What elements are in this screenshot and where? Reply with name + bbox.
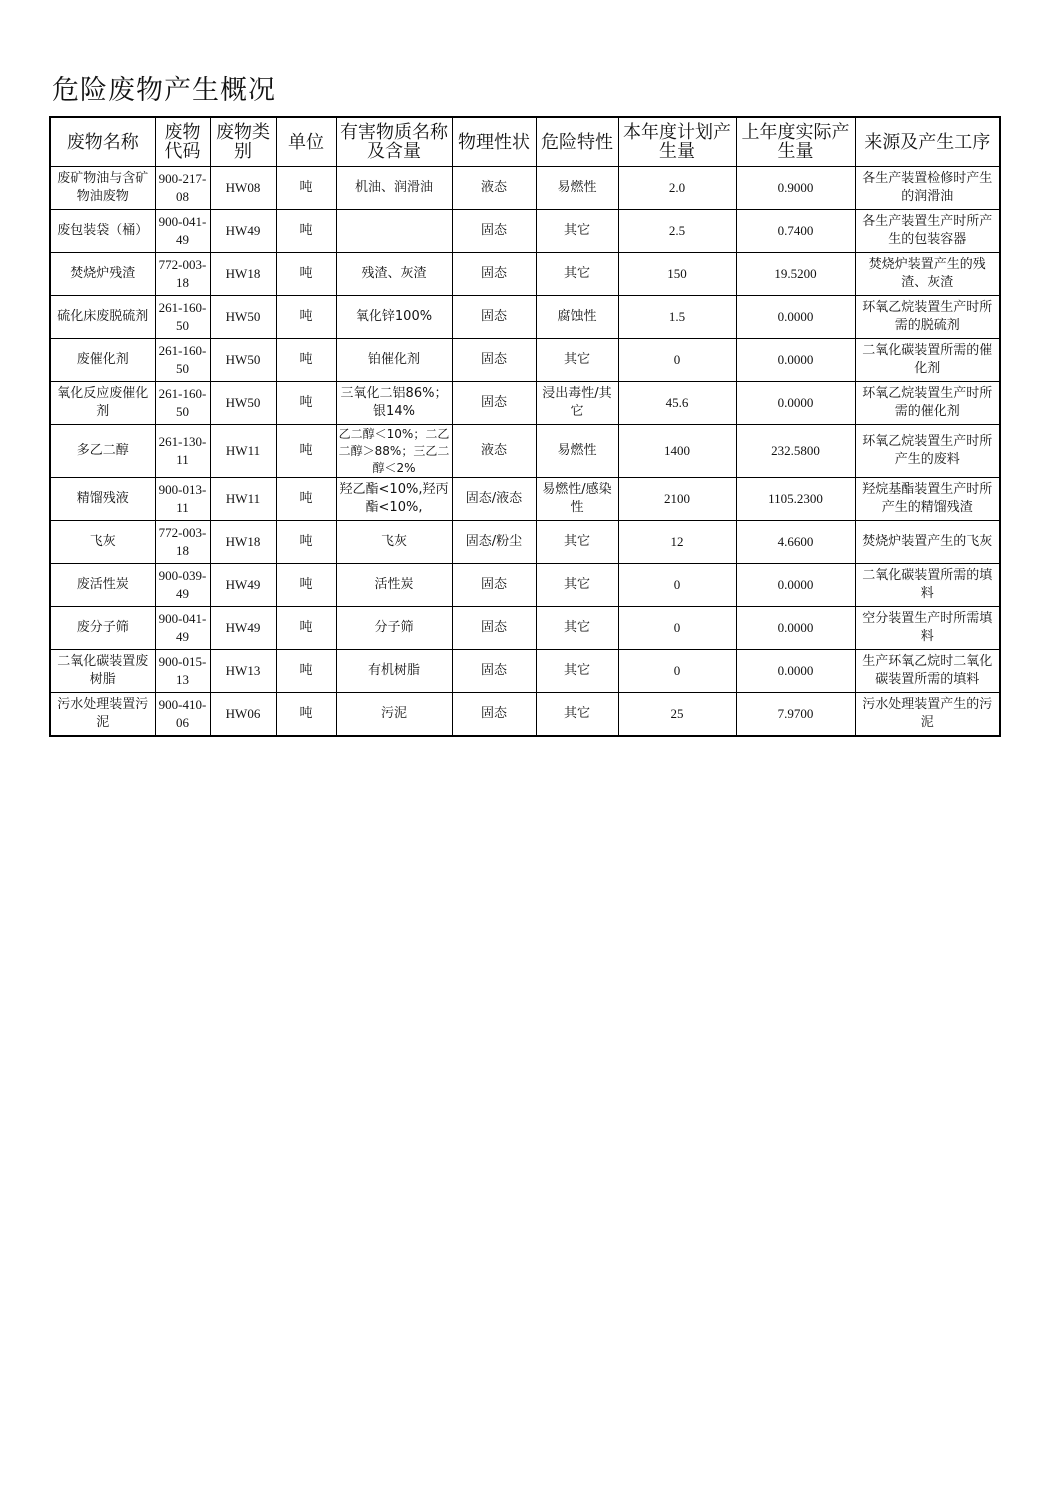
table-cell: 25 bbox=[618, 693, 736, 737]
table-cell: 0 bbox=[618, 339, 736, 382]
table-cell: 772-003-18 bbox=[155, 521, 210, 564]
table-cell: 吨 bbox=[276, 253, 336, 296]
table-cell: 吨 bbox=[276, 339, 336, 382]
table-cell: 0.0000 bbox=[736, 382, 855, 425]
table-cell: 1.5 bbox=[618, 296, 736, 339]
table-cell: HW49 bbox=[210, 210, 276, 253]
table-row bbox=[50, 253, 1000, 296]
table-cell: 液态 bbox=[452, 167, 536, 210]
table-cell: 吨 bbox=[276, 693, 336, 737]
table-cell: 固态 bbox=[452, 296, 536, 339]
header-cell: 废物名称 bbox=[50, 117, 155, 167]
table-cell: 固态 bbox=[452, 564, 536, 607]
table-cell: 0.0000 bbox=[736, 607, 855, 650]
table-cell: 0.0000 bbox=[736, 564, 855, 607]
table-cell: HW18 bbox=[210, 253, 276, 296]
table-row bbox=[50, 296, 1000, 339]
table-row bbox=[50, 478, 1000, 521]
table-cell: 焚烧炉残渣 bbox=[50, 253, 155, 296]
table-cell: 固态 bbox=[452, 382, 536, 425]
table-cell: 二氧化碳装置废树脂 bbox=[50, 650, 155, 693]
table-cell: 各生产装置生产时所产生的包装容器 bbox=[855, 210, 1000, 253]
table-cell: HW08 bbox=[210, 167, 276, 210]
table-cell: 0 bbox=[618, 607, 736, 650]
table-cell: 固态 bbox=[452, 253, 536, 296]
header-cell: 废物代码 bbox=[155, 117, 210, 167]
table-cell: 固态 bbox=[452, 607, 536, 650]
table-cell: 浸出毒性/其它 bbox=[536, 382, 618, 425]
table-row bbox=[50, 564, 1000, 607]
table-row bbox=[50, 167, 1000, 210]
table-cell: 4.6600 bbox=[736, 521, 855, 564]
table-cell: 吨 bbox=[276, 564, 336, 607]
table-cell: 261-160-50 bbox=[155, 339, 210, 382]
table-row bbox=[50, 382, 1000, 425]
table-cell: 1105.2300 bbox=[736, 478, 855, 521]
table-cell: 废矿物油与含矿物油废物 bbox=[50, 167, 155, 210]
header-cell: 物理性状 bbox=[452, 117, 536, 167]
table-cell: 吨 bbox=[276, 167, 336, 210]
table-cell: 二氧化碳装置所需的催化剂 bbox=[855, 339, 1000, 382]
table-cell: HW06 bbox=[210, 693, 276, 737]
table-cell: 吨 bbox=[276, 296, 336, 339]
table-cell: 活性炭 bbox=[336, 564, 452, 607]
table-cell: 环氧乙烷装置生产时所需的脱硫剂 bbox=[855, 296, 1000, 339]
header-cell: 危险特性 bbox=[536, 117, 618, 167]
table-cell: 废活性炭 bbox=[50, 564, 155, 607]
table-cell: 吨 bbox=[276, 478, 336, 521]
table-row bbox=[50, 607, 1000, 650]
table-cell: 焚烧炉装置产生的残渣、灰渣 bbox=[855, 253, 1000, 296]
table-cell: 900-217-08 bbox=[155, 167, 210, 210]
table-cell: 12 bbox=[618, 521, 736, 564]
table-cell: 其它 bbox=[536, 521, 618, 564]
table-cell: 261-130-11 bbox=[155, 425, 210, 478]
table-cell: 焚烧炉装置产生的飞灰 bbox=[855, 521, 1000, 564]
table-cell: 硫化床废脱硫剂 bbox=[50, 296, 155, 339]
table-cell: 飞灰 bbox=[50, 521, 155, 564]
table-cell: 飞灰 bbox=[336, 521, 452, 564]
table-row bbox=[50, 339, 1000, 382]
hazardous-waste-table bbox=[49, 116, 1001, 737]
table-row bbox=[50, 693, 1000, 737]
table-cell: 环氧乙烷装置生产时所需的催化剂 bbox=[855, 382, 1000, 425]
header-cell: 单位 bbox=[276, 117, 336, 167]
table-cell: 固态 bbox=[452, 210, 536, 253]
table-cell: 吨 bbox=[276, 650, 336, 693]
table-cell: 2.0 bbox=[618, 167, 736, 210]
table-cell: 其它 bbox=[536, 253, 618, 296]
table-cell: 氧化反应废催化剂 bbox=[50, 382, 155, 425]
table-cell: 900-039-49 bbox=[155, 564, 210, 607]
header-cell: 废物类别 bbox=[210, 117, 276, 167]
table-cell: 羟烷基酯装置生产时所产生的精馏残渣 bbox=[855, 478, 1000, 521]
table-cell: 其它 bbox=[536, 210, 618, 253]
header-cell: 上年度实际产生量 bbox=[736, 117, 855, 167]
table-cell bbox=[336, 210, 452, 253]
table-cell: HW11 bbox=[210, 425, 276, 478]
table-cell: 其它 bbox=[536, 607, 618, 650]
header-cell: 来源及产生工序 bbox=[855, 117, 1000, 167]
table-cell: 易燃性 bbox=[536, 425, 618, 478]
table-cell: HW11 bbox=[210, 478, 276, 521]
table-cell: 环氧乙烷装置生产时所产生的废料 bbox=[855, 425, 1000, 478]
table-cell: 0.0000 bbox=[736, 650, 855, 693]
table-cell: 900-013-11 bbox=[155, 478, 210, 521]
table-cell: 废催化剂 bbox=[50, 339, 155, 382]
table-cell: 其它 bbox=[536, 564, 618, 607]
table-cell: 0.0000 bbox=[736, 296, 855, 339]
table-cell: 三氧化二铝86%；银14% bbox=[336, 382, 452, 425]
table-cell: 机油、润滑油 bbox=[336, 167, 452, 210]
table-cell: HW49 bbox=[210, 564, 276, 607]
table-cell: 有机树脂 bbox=[336, 650, 452, 693]
table-cell: 0 bbox=[618, 564, 736, 607]
table-cell: 分子筛 bbox=[336, 607, 452, 650]
table-cell: HW50 bbox=[210, 382, 276, 425]
table-cell: HW13 bbox=[210, 650, 276, 693]
table-cell: 固态/粉尘 bbox=[452, 521, 536, 564]
table-cell: 2100 bbox=[618, 478, 736, 521]
table-cell: 900-041-49 bbox=[155, 607, 210, 650]
table-cell: 各生产装置检修时产生的润滑油 bbox=[855, 167, 1000, 210]
table-cell: HW49 bbox=[210, 607, 276, 650]
table-cell: 吨 bbox=[276, 210, 336, 253]
table-cell: 其它 bbox=[536, 693, 618, 737]
table-cell: 吨 bbox=[276, 382, 336, 425]
table-row bbox=[50, 521, 1000, 564]
header-row bbox=[50, 117, 1000, 167]
table-cell: 1400 bbox=[618, 425, 736, 478]
table-cell: 其它 bbox=[536, 339, 618, 382]
table-cell: 生产环氧乙烷时二氧化碳装置所需的填料 bbox=[855, 650, 1000, 693]
table-cell: 0.7400 bbox=[736, 210, 855, 253]
table-cell: 吨 bbox=[276, 425, 336, 478]
table-cell: 乙二醇＜10%；二乙二醇＞88%；三乙二醇＜2% bbox=[336, 425, 452, 478]
table-cell: 易燃性/感染性 bbox=[536, 478, 618, 521]
table-cell: 污水处理装置污泥 bbox=[50, 693, 155, 737]
table-cell: 150 bbox=[618, 253, 736, 296]
table-cell: HW18 bbox=[210, 521, 276, 564]
table-cell: 900-041-49 bbox=[155, 210, 210, 253]
table-cell: 900-015-13 bbox=[155, 650, 210, 693]
page-title: 危险废物产生概况 bbox=[52, 75, 276, 106]
table-cell: 污泥 bbox=[336, 693, 452, 737]
table-cell: 吨 bbox=[276, 521, 336, 564]
table-cell: 其它 bbox=[536, 650, 618, 693]
table-cell: 232.5800 bbox=[736, 425, 855, 478]
table-cell: 0.0000 bbox=[736, 339, 855, 382]
header-cell: 有害物质名称及含量 bbox=[336, 117, 452, 167]
table-cell: 残渣、灰渣 bbox=[336, 253, 452, 296]
table-cell: 腐蚀性 bbox=[536, 296, 618, 339]
table-cell: 二氧化碳装置所需的填料 bbox=[855, 564, 1000, 607]
table-cell: 多乙二醇 bbox=[50, 425, 155, 478]
table-cell: 0.9000 bbox=[736, 167, 855, 210]
table-cell: 氧化锌100% bbox=[336, 296, 452, 339]
table-cell: 772-003-18 bbox=[155, 253, 210, 296]
table-cell: 固态 bbox=[452, 339, 536, 382]
table-cell: 精馏残液 bbox=[50, 478, 155, 521]
table-cell: 液态 bbox=[452, 425, 536, 478]
table-row bbox=[50, 650, 1000, 693]
table-cell: 900-410-06 bbox=[155, 693, 210, 737]
table-row bbox=[50, 425, 1000, 478]
table-cell: 7.9700 bbox=[736, 693, 855, 737]
table-cell: 羟乙酯<10%,羟丙酯<10%, bbox=[336, 478, 452, 521]
table-cell: HW50 bbox=[210, 339, 276, 382]
table-cell: 铂催化剂 bbox=[336, 339, 452, 382]
table-cell: 废包装袋（桶） bbox=[50, 210, 155, 253]
table-cell: 易燃性 bbox=[536, 167, 618, 210]
table-cell: 污水处理装置产生的污泥 bbox=[855, 693, 1000, 737]
table-cell: HW50 bbox=[210, 296, 276, 339]
table-cell: 0 bbox=[618, 650, 736, 693]
table-cell: 261-160-50 bbox=[155, 296, 210, 339]
header-cell: 本年度计划产生量 bbox=[618, 117, 736, 167]
table-cell: 固态 bbox=[452, 650, 536, 693]
table-cell: 45.6 bbox=[618, 382, 736, 425]
table-cell: 空分装置生产时所需填料 bbox=[855, 607, 1000, 650]
table-cell: 261-160-50 bbox=[155, 382, 210, 425]
table-row bbox=[50, 210, 1000, 253]
table-cell: 吨 bbox=[276, 607, 336, 650]
table-cell: 19.5200 bbox=[736, 253, 855, 296]
table-cell: 固态/液态 bbox=[452, 478, 536, 521]
table-cell: 2.5 bbox=[618, 210, 736, 253]
table-cell: 固态 bbox=[452, 693, 536, 737]
table-cell: 废分子筛 bbox=[50, 607, 155, 650]
